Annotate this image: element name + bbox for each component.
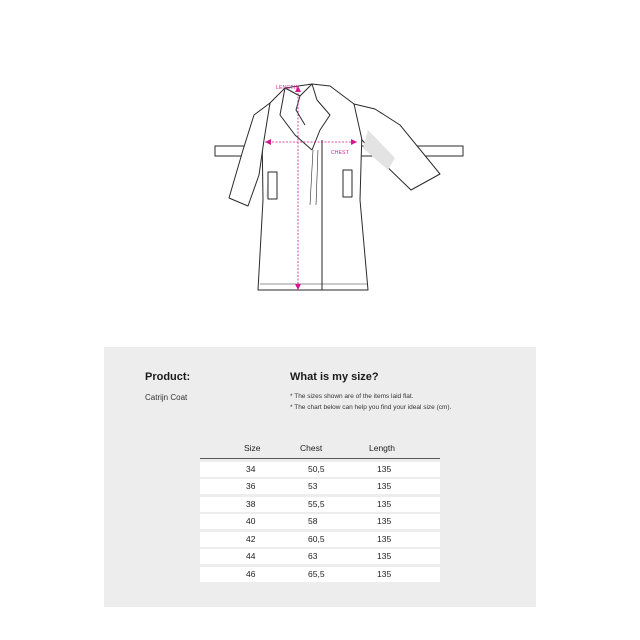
chest-label: CHEST	[331, 150, 349, 156]
table-header	[200, 440, 440, 459]
cell-length: 135	[377, 481, 392, 491]
cell-length: 135	[377, 463, 392, 474]
cell-length: 135	[377, 516, 392, 526]
table-row	[200, 532, 440, 547]
size-note: * The chart below can help you find your ideal size (cm).	[290, 404, 452, 411]
header-size: Size	[244, 443, 261, 453]
cell-chest: 65,5	[308, 568, 325, 579]
cell-chest: 55,5	[308, 498, 325, 509]
table-row	[200, 462, 440, 477]
cell-chest: 53	[308, 481, 318, 491]
size-info-panel	[104, 347, 536, 607]
product-name: Catrijn Coat	[145, 393, 188, 402]
cell-size: 38	[246, 498, 256, 509]
length-label: LENGTH	[276, 85, 298, 91]
cell-length: 135	[377, 498, 392, 509]
size-table	[200, 440, 440, 582]
cell-size: 36	[246, 481, 256, 491]
table-row	[200, 497, 440, 512]
table-row	[200, 514, 440, 529]
cell-size: 42	[246, 533, 256, 544]
right-pocket	[343, 170, 352, 197]
table-row	[200, 549, 440, 564]
cell-chest: 58	[308, 516, 318, 526]
cell-size: 46	[246, 568, 256, 579]
cell-length: 135	[377, 551, 392, 561]
cell-size: 40	[246, 516, 256, 526]
cell-length: 135	[377, 533, 392, 544]
table-row	[200, 479, 440, 494]
left-pocket	[268, 172, 277, 199]
size-note: * The sizes shown are of the items laid flat.	[290, 393, 414, 400]
size-heading: What is my size?	[290, 371, 379, 383]
cell-length: 135	[377, 568, 392, 579]
table-row	[200, 567, 440, 582]
header-length: Length	[369, 443, 395, 453]
cell-size: 34	[246, 463, 256, 474]
header-chest: Chest	[300, 443, 323, 453]
cell-chest: 63	[308, 551, 318, 561]
cell-chest: 60,5	[308, 533, 325, 544]
product-heading: Product:	[145, 371, 191, 383]
cell-size: 44	[246, 551, 256, 561]
cell-chest: 50,5	[308, 463, 325, 474]
